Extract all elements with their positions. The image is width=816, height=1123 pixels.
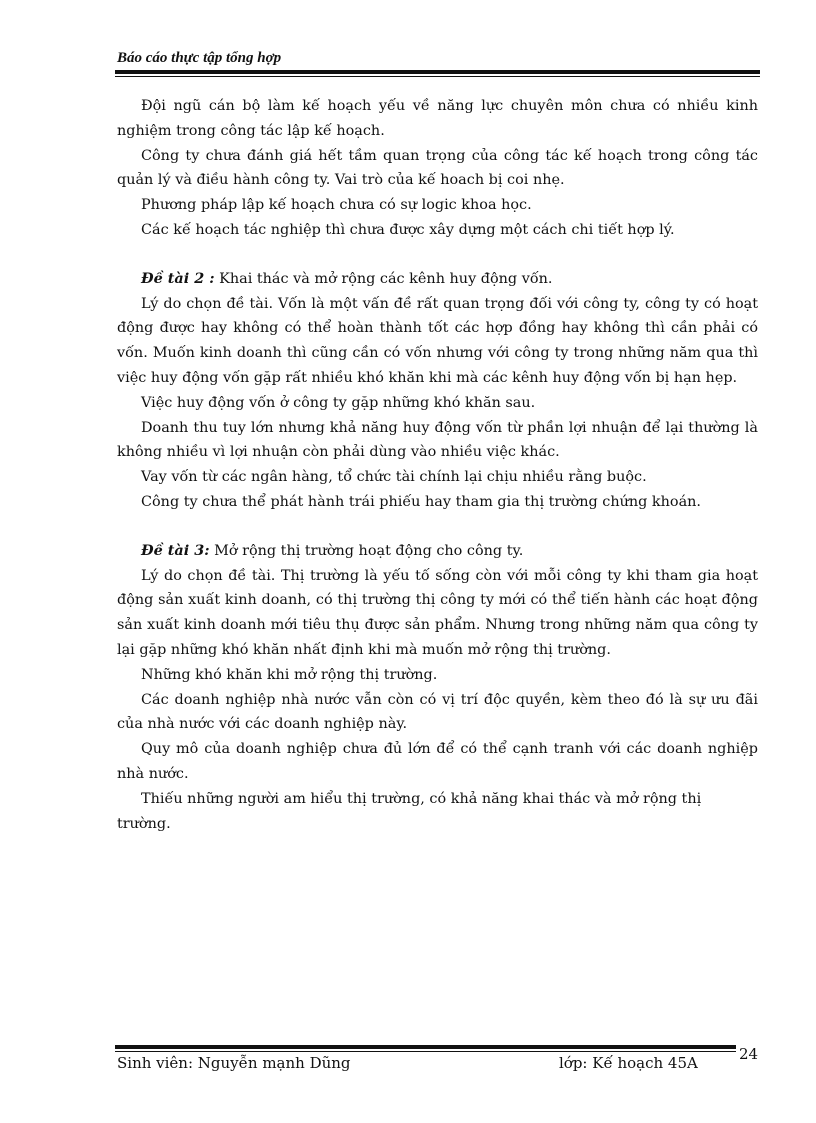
intro-paragraph-4: Các kế hoạch tác nghiệp thì chưa được xây dựng một cách chi tiết hợp lý. [141, 221, 675, 238]
topic-2-paragraph-5: Công ty chưa thể phát hành trái phiếu hay tham gia thị trường chứng khoán. [141, 493, 701, 510]
topic-2-paragraph-4: Vay vốn từ các ngân hàng, tổ chức tài chính lại chịu nhiều rằng buộc. [141, 469, 647, 486]
topic-3-label: Đề tài 3: [141, 541, 210, 559]
section-gap [117, 515, 758, 539]
report-title: Báo cáo thực tập tổng hợp [117, 50, 282, 66]
topic-3-heading [117, 539, 758, 564]
page-number: 24 [739, 1045, 759, 1063]
topic-2-label: Đề tài 2 : [141, 269, 215, 287]
header-rule-thick [115, 70, 760, 74]
footer-rule-thin [115, 1051, 736, 1052]
topic-2-paragraph-3: Doanh thu tuy lớn nhưng khả năng huy động vốn từ phần lợi nhuận để lại thường là không nhiều vì lợi nhuận còn phải dùng vào nhiều việc khác. [117, 419, 758, 461]
intro-paragraph-1: Đội ngũ cán bộ làm kế hoạch yếu về năng lực chuyên môn chưa có nhiều kinh nghiệm trong công tác lập kế hoạch. [117, 98, 758, 139]
topic-2-paragraph-2: Việc huy động vốn ở công ty gặp những khó khăn sau. [141, 394, 536, 411]
intro-paragraph-2: Công ty chưa đánh giá hết tầm quan trọng của công tác kế hoạch trong công tác quản lý và điều hành công ty. Vai trò của kế hoach bị coi nhẹ. [117, 147, 758, 189]
topic-3-paragraph-1: Lý do chọn đề tài. Thị trường là yếu tố sống còn với mỗi công ty khi tham gia hoạt động sản xuất kinh doanh, có thị trường thị công ty mới có thể tiến hành các hoạt động sản xuất kinh doanh mới tiêu thụ được sản phẩm. Nhưng trong những năm qua công ty lại gặp những khó khăn nhất định khi mà muốn mở rộng thị trường. [117, 567, 758, 658]
topic-2-title: Khai thác và mở rộng các kênh huy động vốn. [214, 270, 553, 287]
topic-3-paragraph-3: Các doanh nghiệp nhà nước vẫn còn có vị trí độc quyền, kèm theo đó là sự ưu đãi của nhà nước với các doanh nghiệp này. [117, 691, 758, 733]
student-name: Sinh viên: Nguyễn mạnh Dũng [117, 1054, 351, 1072]
class-name: lớp: Kế hoạch 45A [559, 1054, 698, 1072]
topic-3-paragraph-5: Thiếu những người am hiểu thị trường, có khả năng khai thác và mở rộng thị trường. [117, 790, 702, 832]
topic-3-paragraph-2: Những khó khăn khi mở rộng thị trường. [141, 666, 438, 683]
intro-paragraph-3: Phương pháp lập kế hoạch chưa có sự logic khoa học. [141, 197, 532, 214]
topic-2-paragraph-1: Lý do chọn đề tài. Vốn là một vấn đề rất quan trọng đối với công ty, công ty có hoạt động được hay không có thể hoàn thành tốt các hợp đồng hay không thì cần phải có vốn. Muốn kinh doanh thì cũng cần có vốn nhưng với công ty trong những năm qua thì việc huy động vốn gặp rất nhiều khó khăn khi mà các kênh huy động vốn bị hạn hẹp. [117, 295, 758, 386]
section-gap [117, 243, 758, 267]
topic-3-title: Mở rộng thị trường hoạt động cho công ty. [209, 542, 524, 559]
footer-rule-thick [115, 1045, 736, 1049]
document-body [117, 94, 758, 836]
topic-3-paragraph-4: Quy mô của doanh nghiệp chưa đủ lớn để có thể cạnh tranh với các doanh nghiệp nhà nước. [117, 741, 758, 782]
topic-2-heading [117, 267, 758, 292]
header-rule-thin [115, 76, 760, 77]
